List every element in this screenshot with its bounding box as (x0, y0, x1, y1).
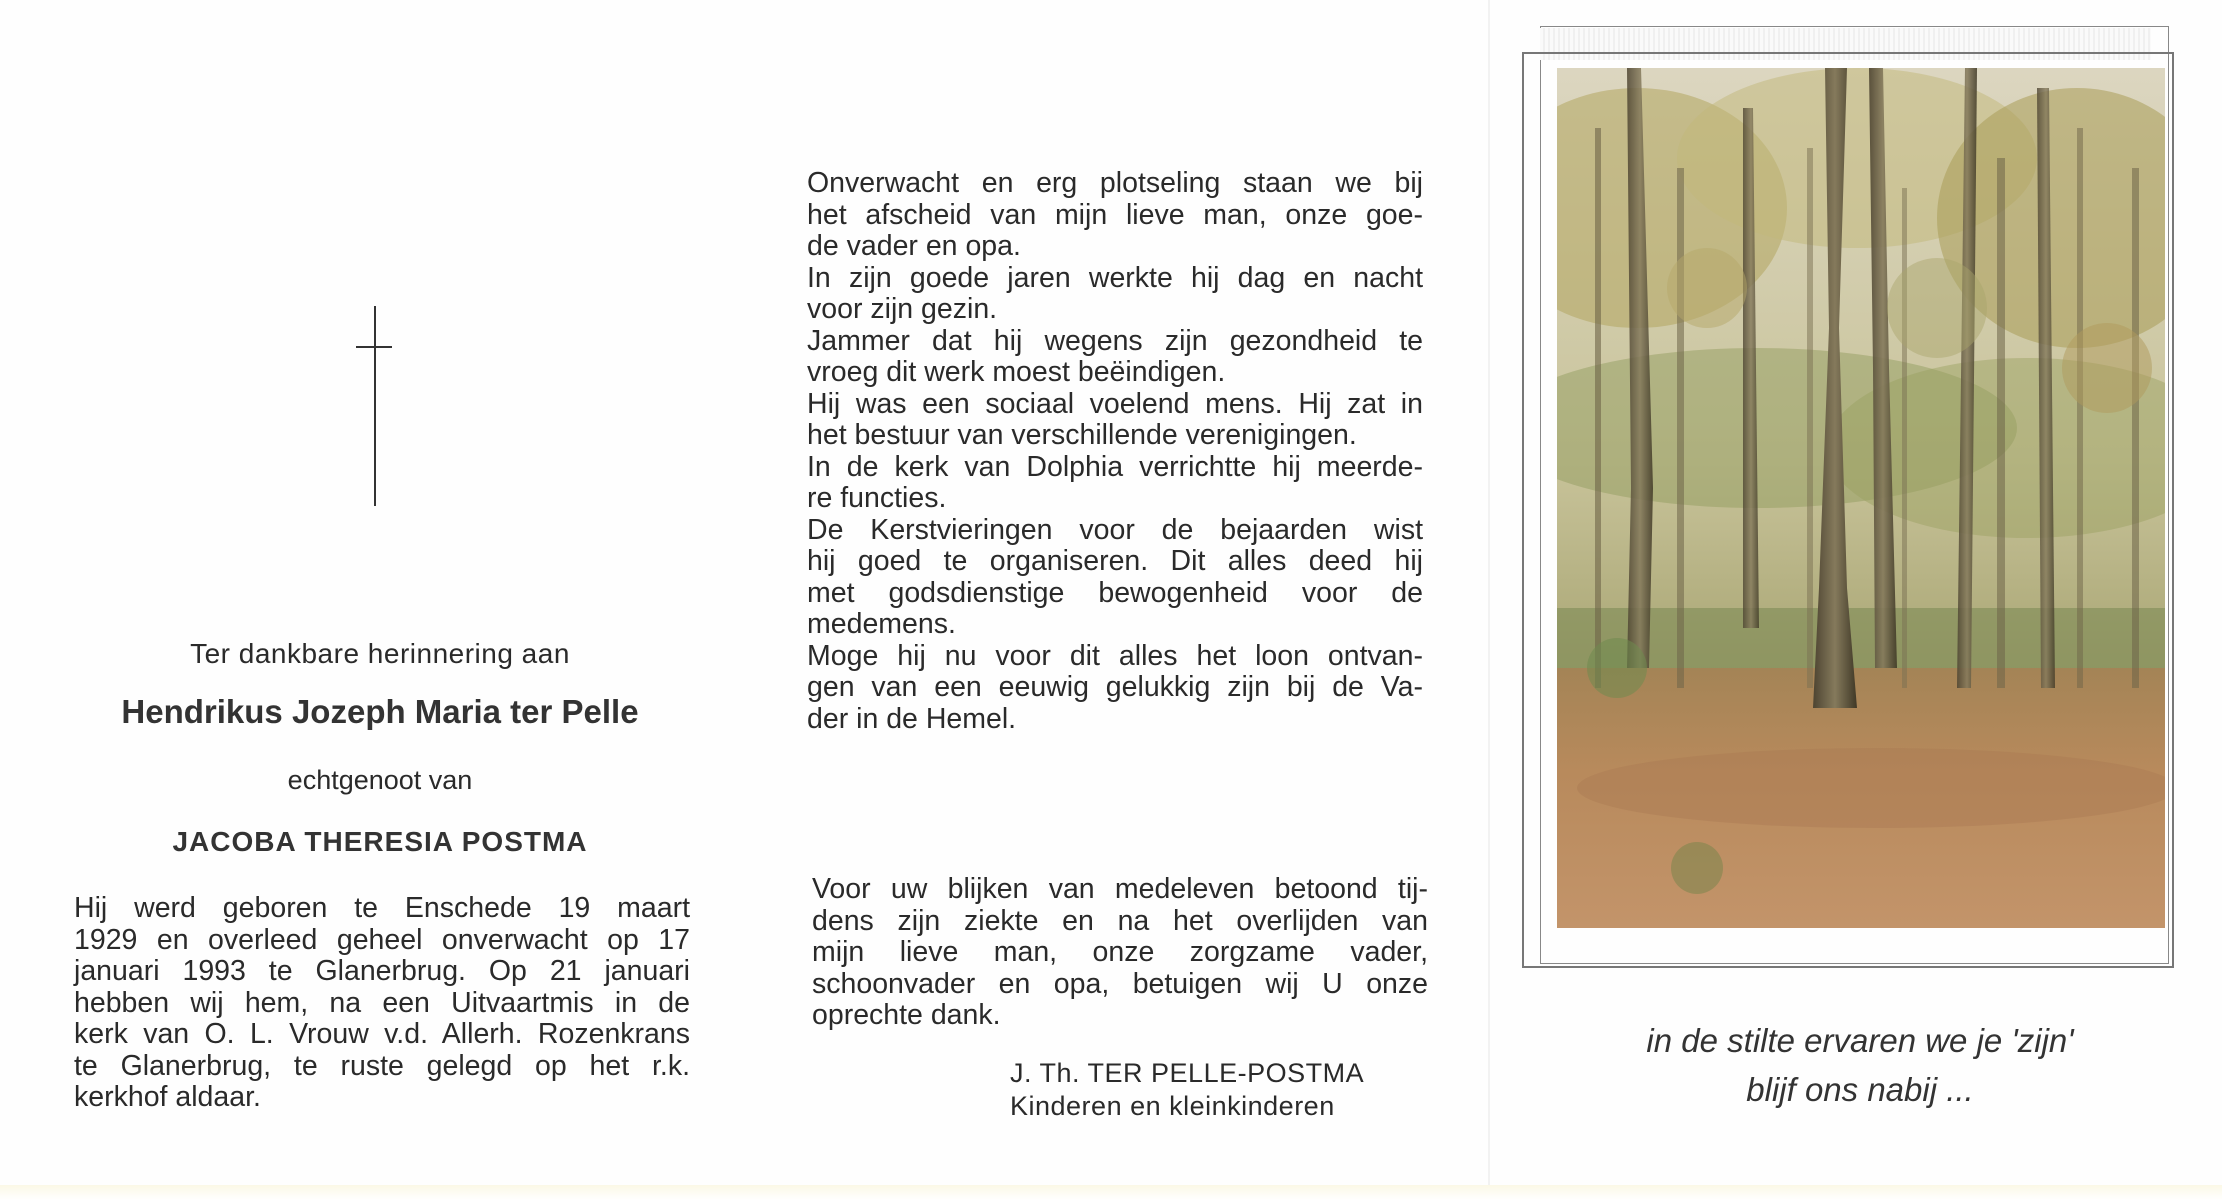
remembrance-intro: Ter dankbare herinnering aan (190, 638, 570, 669)
tribute-line: het afscheid van mijn lieve man, onze goe- (807, 198, 1423, 231)
biography-line: te Glanerbrug, te ruste gelegd op het r.k. (74, 1049, 690, 1082)
tribute-line: vroeg dit werk moest beëindigen. (807, 356, 1226, 388)
thanks-line: oprechte dank. (812, 999, 1001, 1031)
tribute-line: medemens. (807, 608, 956, 640)
biography-line: januari 1993 te Glanerbrug. Op 21 januari (74, 955, 690, 987)
spouse-name: JACOBA THERESIA POSTMA (172, 826, 588, 857)
thanks-line: schoonvader en opa, betuigen wij U onze (812, 967, 1428, 1000)
tribute-line: re functies. (807, 482, 947, 514)
page-fold (1488, 0, 1490, 1185)
tribute-text (807, 168, 1423, 735)
signature-name: J. Th. TER PELLE-POSTMA (1010, 1058, 1365, 1088)
biography-line: hebben wij hem, na een Uitvaartmis in de (74, 986, 690, 1019)
tribute-line: In zijn goede jaren werkte hij dag en nacht (807, 261, 1423, 294)
spouse-relation: echtgenoot van (287, 765, 473, 795)
tribute-line: voor zijn gezin. (807, 293, 998, 325)
thanks-line: Voor uw blijken van medeleven betoond tij- (812, 873, 1428, 905)
tribute-line: gen van een eeuwig gelukkig zijn bij de Va- (807, 671, 1423, 703)
quote-line: in de stilte ervaren we je 'zijn' (1646, 1022, 2074, 1059)
biography-line: kerk van O. L. Vrouw v.d. Allerh. Rozenkrans (74, 1018, 690, 1050)
tribute-line: hij goed te organiseren. Dit alles deed hij (807, 545, 1423, 577)
tribute-line: Jammer dat hij wegens zijn gezondheid te (807, 324, 1423, 357)
quote-line: blijf ons nabij ... (1746, 1071, 1974, 1108)
thanks-line: mijn lieve man, onze zorgzame vader, (812, 936, 1428, 968)
biography (74, 893, 690, 1114)
biography-line: Hij werd geboren te Enschede 19 maart (74, 892, 690, 924)
tribute-line: In de kerk van Dolphia verrichtte hij meerde- (807, 450, 1423, 483)
deceased-name: Hendrikus Jozeph Maria ter Pelle (121, 693, 639, 730)
tribute-line: met godsdienstige bewogenheid voor de (807, 576, 1423, 609)
tribute-line: De Kerstvieringen voor de bejaarden wist (807, 513, 1423, 546)
biography-line: kerkhof aldaar. (74, 1081, 261, 1113)
tribute-line: der in de Hemel. (807, 702, 1017, 735)
tribute-line: Onverwacht en erg plotseling staan we bij (807, 167, 1423, 199)
thanks-line: dens zijn ziekte en na het overlijden van (812, 904, 1428, 937)
thanks-text (812, 874, 1428, 1032)
card-bottom-edge (0, 1185, 2222, 1200)
tribute-line: Moge hij nu voor dit alles het loon ontvan- (807, 639, 1423, 672)
tribute-line: de vader en opa. (807, 230, 1021, 262)
forest-photo (1557, 68, 2165, 928)
signature-family: Kinderen en kleinkinderen (1010, 1091, 1335, 1121)
tribute-line: het bestuur van verschillende verenigingen. (807, 419, 1357, 451)
biography-line: 1929 en overleed geheel onverwacht op 17 (74, 923, 690, 956)
tribute-line: Hij was een sociaal voelend mens. Hij zat in (807, 387, 1423, 420)
